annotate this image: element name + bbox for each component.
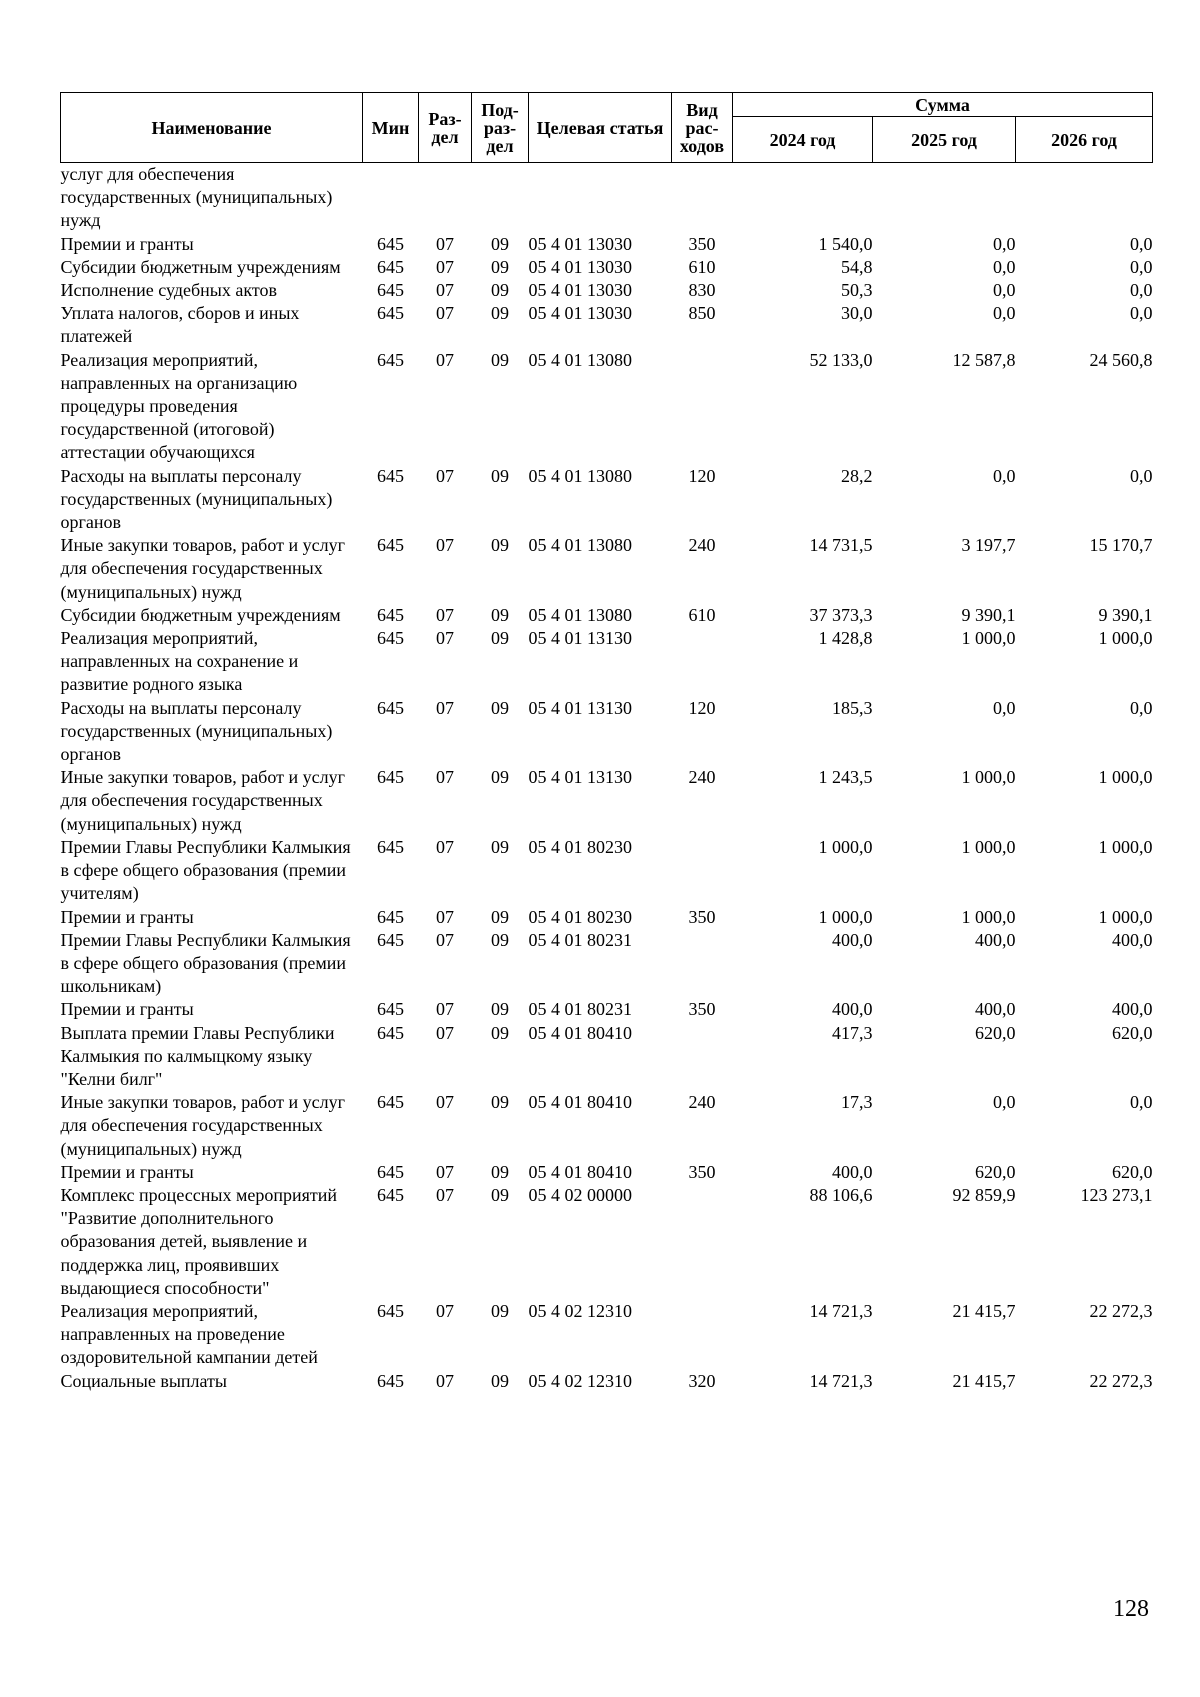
cell-min: 645 (377, 767, 404, 788)
cell-name: Расходы на выплаты персоналу государственных (муниципальных) органов (60, 697, 333, 765)
cell-y2025: 1 000,0 (961, 628, 1016, 649)
cell-podrazdel: 09 (491, 256, 509, 277)
cell-podrazdel: 09 (491, 349, 509, 370)
cell-podrazdel: 09 (491, 999, 509, 1020)
table-row (61, 998, 1153, 1021)
header-naimenovanie: Наименование (61, 93, 363, 163)
cell-y2024: 28,2 (841, 465, 873, 486)
cell-y2025: 0,0 (993, 233, 1016, 254)
cell-min: 645 (377, 349, 404, 370)
cell-y2026: 22 272,3 (1089, 1300, 1153, 1321)
table-row (61, 1370, 1153, 1393)
table-row (61, 1091, 1153, 1161)
cell-celevaya: 05 4 01 13030 (528, 256, 632, 277)
cell-razdel: 07 (436, 999, 454, 1020)
table-row (61, 766, 1153, 836)
cell-name: Реализация мероприятий, направленных на организацию процедуры проведения государственной (итоговой) аттестации обучающихся (60, 349, 298, 463)
cell-min: 645 (377, 906, 404, 927)
cell-podrazdel: 09 (491, 1022, 509, 1043)
cell-y2025: 92 859,9 (952, 1184, 1016, 1205)
cell-y2025: 9 390,1 (961, 604, 1016, 625)
cell-celevaya: 05 4 01 13030 (528, 233, 632, 254)
cell-y2026: 400,0 (1112, 929, 1153, 950)
cell-y2025: 400,0 (975, 999, 1016, 1020)
cell-celevaya: 05 4 01 80230 (528, 906, 632, 927)
page-number: 128 (1113, 1596, 1149, 1622)
cell-podrazdel: 09 (491, 628, 509, 649)
cell-y2024: 14 721,3 (809, 1300, 873, 1321)
cell-name: Реализация мероприятий, направленных на проведение оздоровительной кампании детей (60, 1300, 318, 1368)
table-row (61, 279, 1153, 302)
table-row (61, 836, 1153, 906)
cell-name: Иные закупки товаров, работ и услуг для обеспечения государственных (муниципальных) нужд (60, 535, 345, 602)
cell-y2026: 400,0 (1112, 999, 1153, 1020)
cell-vid (672, 163, 733, 233)
cell-razdel: 07 (436, 697, 454, 718)
cell-y2024: 88 106,6 (809, 1184, 873, 1205)
header-2024: 2024 год (733, 117, 873, 163)
cell-y2025: 3 197,7 (961, 535, 1016, 556)
cell-y2026: 0,0 (1130, 697, 1153, 718)
cell-vid (672, 627, 733, 697)
cell-y2025: 620,0 (975, 1022, 1016, 1043)
cell-y2024: 400,0 (832, 929, 873, 950)
cell-y2025: 1 000,0 (961, 767, 1016, 788)
cell-razdel: 07 (436, 303, 454, 324)
cell-y2025: 0,0 (993, 256, 1016, 277)
table-row (61, 929, 1153, 999)
cell-celevaya: 05 4 01 80231 (528, 929, 632, 950)
cell-y2026: 0,0 (1130, 1092, 1153, 1113)
cell-y2025: 0,0 (993, 303, 1016, 324)
cell-podrazdel: 09 (491, 604, 509, 625)
cell-razdel: 07 (436, 535, 454, 556)
cell-y2024: 14 721,3 (809, 1370, 873, 1391)
cell-name: Субсидии бюджетным учреждениям (60, 604, 341, 625)
cell-min: 645 (377, 1161, 404, 1182)
header-celevaya: Целевая статья (529, 93, 672, 163)
cell-razdel: 07 (436, 1022, 454, 1043)
cell-celevaya: 05 4 01 80410 (528, 1161, 632, 1182)
cell-name: Реализация мероприятий, направленных на сохранение и развитие родного языка (60, 628, 299, 695)
cell-vid: 350 (688, 999, 716, 1020)
cell-y2026 (1016, 163, 1153, 233)
cell-celevaya: 05 4 01 13080 (528, 465, 632, 486)
cell-celevaya: 05 4 01 80410 (528, 1022, 632, 1043)
cell-y2024: 52 133,0 (809, 349, 873, 370)
cell-vid (672, 1184, 733, 1300)
cell-vid: 240 (688, 535, 716, 556)
cell-name: Субсидии бюджетным учреждениям (60, 256, 341, 277)
cell-y2026: 1 000,0 (1098, 836, 1153, 857)
cell-celevaya: 05 4 01 13130 (528, 767, 632, 788)
cell-celevaya (529, 163, 672, 233)
cell-y2026: 0,0 (1130, 465, 1153, 486)
cell-y2024: 1 000,0 (818, 906, 873, 927)
cell-podrazdel: 09 (491, 697, 509, 718)
cell-vid (672, 836, 733, 906)
cell-min: 645 (377, 1370, 404, 1391)
cell-min: 645 (377, 628, 404, 649)
cell-y2026: 9 390,1 (1098, 604, 1153, 625)
cell-vid: 610 (688, 604, 716, 625)
cell-y2026: 123 273,1 (1080, 1184, 1153, 1205)
cell-y2024: 14 731,5 (809, 535, 873, 556)
table-row (61, 1022, 1153, 1092)
cell-razdel: 07 (436, 628, 454, 649)
header-summa: Сумма (733, 93, 1153, 117)
cell-y2026: 1 000,0 (1098, 906, 1153, 927)
cell-podrazdel: 09 (491, 929, 509, 950)
cell-y2026: 0,0 (1130, 303, 1153, 324)
cell-podrazdel: 09 (491, 1161, 509, 1182)
cell-vid: 120 (688, 697, 716, 718)
cell-min: 645 (377, 233, 404, 254)
cell-vid (672, 349, 733, 465)
header-min: Мин (363, 93, 419, 163)
cell-razdel (419, 163, 472, 233)
header-podrazdel: Под- раз- дел (472, 93, 529, 163)
cell-name: услуг для обеспечения государственных (муниципальных) нужд (60, 164, 333, 231)
header-2025: 2025 год (873, 117, 1016, 163)
cell-y2026: 620,0 (1112, 1161, 1153, 1182)
cell-podrazdel (472, 163, 529, 233)
cell-celevaya: 05 4 01 80231 (528, 999, 632, 1020)
cell-y2025: 0,0 (993, 1092, 1016, 1113)
table-row (61, 1300, 1153, 1370)
cell-y2024: 400,0 (832, 999, 873, 1020)
table-row (61, 697, 1153, 767)
cell-podrazdel: 09 (491, 906, 509, 927)
cell-y2024: 50,3 (841, 280, 873, 301)
cell-razdel: 07 (436, 280, 454, 301)
cell-razdel: 07 (436, 465, 454, 486)
cell-y2025: 0,0 (993, 465, 1016, 486)
cell-celevaya: 05 4 01 80410 (528, 1092, 632, 1113)
cell-vid: 610 (688, 256, 716, 277)
cell-y2026: 0,0 (1130, 256, 1153, 277)
cell-y2026: 1 000,0 (1098, 767, 1153, 788)
cell-y2025: 21 415,7 (952, 1370, 1016, 1391)
cell-celevaya: 05 4 01 13080 (528, 349, 632, 370)
cell-y2026: 0,0 (1130, 280, 1153, 301)
cell-podrazdel: 09 (491, 836, 509, 857)
table-row (61, 163, 1153, 233)
cell-min: 645 (377, 697, 404, 718)
cell-min: 645 (377, 836, 404, 857)
cell-vid: 350 (688, 1161, 716, 1182)
cell-vid: 350 (688, 906, 716, 927)
cell-vid: 350 (688, 233, 716, 254)
table-row (61, 906, 1153, 929)
cell-vid (672, 1022, 733, 1092)
cell-y2025: 0,0 (993, 697, 1016, 718)
table-row (61, 1161, 1153, 1184)
cell-name: Иные закупки товаров, работ и услуг для обеспечения государственных (муниципальных) нужд (60, 1092, 345, 1159)
cell-razdel: 07 (436, 1092, 454, 1113)
cell-podrazdel: 09 (491, 233, 509, 254)
cell-vid: 120 (688, 465, 716, 486)
cell-name: Уплата налогов, сборов и иных платежей (60, 303, 300, 347)
cell-y2024: 417,3 (832, 1022, 873, 1043)
table-row (61, 534, 1153, 604)
cell-min: 645 (377, 1022, 404, 1043)
cell-y2026: 1 000,0 (1098, 628, 1153, 649)
cell-min: 645 (377, 999, 404, 1020)
cell-razdel: 07 (436, 1370, 454, 1391)
cell-y2025: 12 587,8 (952, 349, 1016, 370)
cell-razdel: 07 (436, 929, 454, 950)
cell-min: 645 (377, 280, 404, 301)
cell-celevaya: 05 4 01 13130 (528, 697, 632, 718)
cell-name: Исполнение судебных актов (60, 280, 278, 301)
cell-min: 645 (377, 604, 404, 625)
cell-y2026: 22 272,3 (1089, 1370, 1153, 1391)
table-row (61, 349, 1153, 465)
cell-podrazdel: 09 (491, 303, 509, 324)
cell-razdel: 07 (436, 256, 454, 277)
cell-name: Премии и гранты (60, 999, 194, 1020)
cell-y2024: 1 243,5 (818, 767, 873, 788)
cell-min: 645 (377, 1092, 404, 1113)
cell-razdel: 07 (436, 1161, 454, 1182)
cell-podrazdel: 09 (491, 1300, 509, 1321)
cell-y2025: 1 000,0 (961, 906, 1016, 927)
cell-celevaya: 05 4 01 13030 (528, 303, 632, 324)
cell-podrazdel: 09 (491, 1184, 509, 1205)
cell-y2024: 37 373,3 (809, 604, 873, 625)
cell-podrazdel: 09 (491, 535, 509, 556)
cell-razdel: 07 (436, 836, 454, 857)
cell-name: Премии и гранты (60, 233, 194, 254)
cell-celevaya: 05 4 02 12310 (528, 1370, 632, 1391)
cell-razdel: 07 (436, 233, 454, 254)
cell-name: Иные закупки товаров, работ и услуг для обеспечения государственных (муниципальных) нужд (60, 767, 345, 834)
cell-y2024: 54,8 (841, 256, 873, 277)
cell-y2024: 1 540,0 (818, 233, 873, 254)
cell-celevaya: 05 4 02 00000 (528, 1184, 632, 1205)
cell-celevaya: 05 4 01 13130 (528, 628, 632, 649)
cell-min: 645 (377, 465, 404, 486)
cell-razdel: 07 (436, 604, 454, 625)
cell-podrazdel: 09 (491, 465, 509, 486)
cell-vid (672, 929, 733, 999)
cell-min (363, 163, 419, 233)
cell-y2024: 185,3 (832, 697, 873, 718)
cell-name: Социальные выплаты (60, 1370, 228, 1391)
budget-table (60, 92, 1153, 1393)
cell-podrazdel: 09 (491, 280, 509, 301)
cell-y2024: 1 428,8 (818, 628, 873, 649)
cell-min: 645 (377, 303, 404, 324)
cell-y2025 (873, 163, 1016, 233)
cell-celevaya: 05 4 01 13030 (528, 280, 632, 301)
cell-vid: 320 (688, 1370, 716, 1391)
cell-y2026: 620,0 (1112, 1022, 1153, 1043)
cell-vid: 240 (688, 767, 716, 788)
cell-y2025: 21 415,7 (952, 1300, 1016, 1321)
cell-name: Расходы на выплаты персоналу государственных (муниципальных) органов (60, 465, 333, 533)
cell-name: Премии Главы Республики Калмыкия в сфере общего образования (премии учителям) (60, 836, 351, 904)
table-header (61, 93, 1153, 163)
cell-y2025: 0,0 (993, 280, 1016, 301)
cell-min: 645 (377, 1300, 404, 1321)
cell-podrazdel: 09 (491, 1370, 509, 1391)
table-row (61, 604, 1153, 627)
cell-min: 645 (377, 1184, 404, 1205)
header-razdel: Раз- дел (419, 93, 472, 163)
cell-y2025: 400,0 (975, 929, 1016, 950)
cell-razdel: 07 (436, 767, 454, 788)
cell-min: 645 (377, 929, 404, 950)
cell-razdel: 07 (436, 1300, 454, 1321)
table-row (61, 302, 1153, 348)
header-vid: Вид рас- ходов (672, 93, 733, 163)
cell-y2026: 15 170,7 (1089, 535, 1153, 556)
cell-y2024: 30,0 (841, 303, 873, 324)
cell-min: 645 (377, 535, 404, 556)
cell-min: 645 (377, 256, 404, 277)
cell-name: Премии Главы Республики Калмыкия в сфере общего образования (премии школьникам) (60, 929, 351, 997)
table-body (61, 163, 1153, 1393)
table-row (61, 233, 1153, 256)
cell-name: Выплата премии Главы Республики Калмыкия по калмыцкому языку "Келни билг" (60, 1022, 335, 1089)
cell-y2024 (733, 163, 873, 233)
table-row (61, 627, 1153, 697)
table-row (61, 465, 1153, 535)
cell-celevaya: 05 4 01 13080 (528, 535, 632, 556)
cell-y2026: 24 560,8 (1089, 349, 1153, 370)
cell-name: Премии и гранты (60, 1161, 194, 1182)
cell-vid (672, 1300, 733, 1370)
cell-podrazdel: 09 (491, 1092, 509, 1113)
cell-name: Комплекс процессных мероприятий "Развитие дополнительного образования детей, выявление и поддержка лиц, проявивших выдающиеся способности" (60, 1184, 338, 1298)
cell-vid: 240 (688, 1092, 716, 1113)
cell-celevaya: 05 4 01 80230 (528, 836, 632, 857)
cell-y2024: 400,0 (832, 1161, 873, 1182)
table-row (61, 256, 1153, 279)
header-2026: 2026 год (1016, 117, 1153, 163)
table-row (61, 1184, 1153, 1300)
cell-podrazdel: 09 (491, 767, 509, 788)
cell-vid: 830 (688, 280, 716, 301)
cell-celevaya: 05 4 02 12310 (528, 1300, 632, 1321)
cell-razdel: 07 (436, 1184, 454, 1205)
cell-y2025: 1 000,0 (961, 836, 1016, 857)
cell-y2024: 17,3 (841, 1092, 873, 1113)
cell-name: Премии и гранты (60, 906, 194, 927)
cell-y2026: 0,0 (1130, 233, 1153, 254)
cell-vid: 850 (688, 303, 716, 324)
cell-razdel: 07 (436, 906, 454, 927)
cell-celevaya: 05 4 01 13080 (528, 604, 632, 625)
cell-razdel: 07 (436, 349, 454, 370)
cell-y2025: 620,0 (975, 1161, 1016, 1182)
cell-y2024: 1 000,0 (818, 836, 873, 857)
